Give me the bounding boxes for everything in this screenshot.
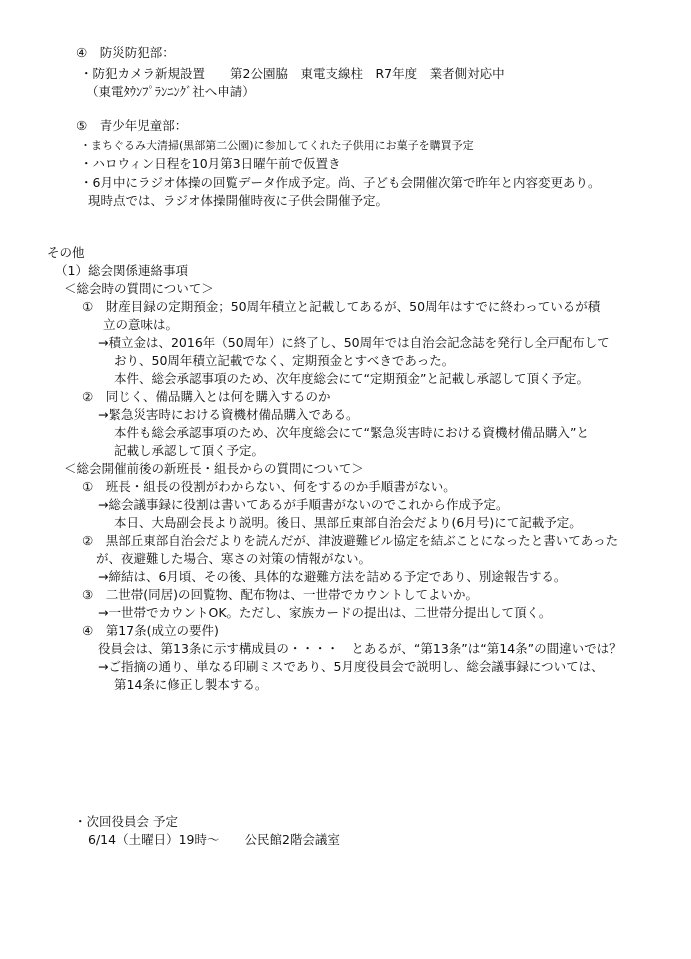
answer-note: 本件も総会承認事項のため、次年度総会にて“緊急災害時における資機材備品購入”と [114,425,589,440]
list-item-cont: 現時点では、ラジオ体操開催時夜に子供会開催予定。 [88,193,389,208]
next-meeting-detail: 6/14（土曜日）19時～ 公民館2階会議室 [88,832,340,847]
question: ④ 第17条(成立の要件) [82,623,219,638]
answer: →緊急災害時における資機材備品購入である。 [98,407,359,422]
section-heading: ④ 防災防犯部： [76,45,175,60]
subsection-heading: （1）総会関係連絡事項 [55,263,188,278]
list-item: ・6月中にラジオ体操の回覧データ作成予定。尚、子ども会開催次第で昨年と内容変更あり。 [80,175,601,190]
question: ① 財産目録の定期預金；50周年積立と記載してあるが、50周年はすでに終わっているが積 [82,299,601,314]
group-heading: ＜総会開催前後の新班長・組長からの質問について＞ [64,461,364,476]
question: ② 同じく、備品購入とは何を購入するのか [82,389,331,404]
list-item: ・ハロウィン日程を10月第3日曜午前で仮置き [80,156,341,171]
question: ③ 二世帯(同居)の回覧物、配布物は、一世帯でカウントしてよいか。 [82,587,478,602]
answer-cont: おり、50周年積立記載でなく、定期預金とすべきであった。 [114,353,455,368]
question-cont: 立の意味は。 [103,317,179,332]
group-heading: ＜総会時の質問について＞ [64,281,214,296]
list-item: ・防犯カメラ新規設置 第2公園脇 東電支線柱 R7年度 業者側対応中 [80,66,505,81]
answer-note: 本日、大島副会長より説明。後日、黒部丘東部自治会だより(6月号)にて記載予定。 [114,515,582,530]
answer-note: 本件、総会承認事項のため、次年度総会にて“定期預金”と記載し承認して頂く予定。 [114,371,589,386]
list-item-note: （東電ﾀｳﾝﾌﾟﾗﾝﾆﾝｸﾞ社へ申請） [86,84,255,99]
answer: →ご指摘の通り、単なる印刷ミスであり、5月度役員会で説明し、総会議事録については、 [98,659,604,674]
next-meeting-label: ・次回役員会 予定 [74,814,178,829]
question: ① 班長・組長の役割がわからない、何をするのか手順書がない。 [82,479,456,494]
question-cont: が、夜避難した場合、寒さの対策の情報がない。 [96,551,372,566]
answer: →積立金は、2016年（50周年）に終了し、50周年では自治会記念誌を発行し全戸配布して [98,335,610,350]
question-cont: 役員会は、第13条に示す構成員の・・・・ とあるが、“第13条”は“第14条”の間違いでは？ [98,641,622,656]
list-item: ・まちぐるみ大清掃(黒部第二公園)に参加してくれた子供用にお菓子を購買予定 [80,139,474,152]
section-heading: その他 [47,245,85,260]
answer: →一世帯でカウントOK。ただし、家族カードの提出は、二世帯分提出して頂く。 [98,605,552,620]
section-heading: ⑤ 青少年児童部： [76,118,188,133]
answer: →総会議事録に役割は書いてあるが手順書がないのでこれから作成予定。 [98,497,509,512]
answer: →締結は、6月頃、その後、具体的な避難方法を詰める予定であり、別途報告する。 [98,569,567,584]
question: ② 黒部丘東部自治会だよりを読んだが、津波避難ビル協定を結ぶことになったと書いてあった [82,533,619,548]
answer-cont: 第14条に修正し製本する。 [114,677,268,692]
answer-note-cont: 記載し承認して頂く予定。 [114,443,265,458]
